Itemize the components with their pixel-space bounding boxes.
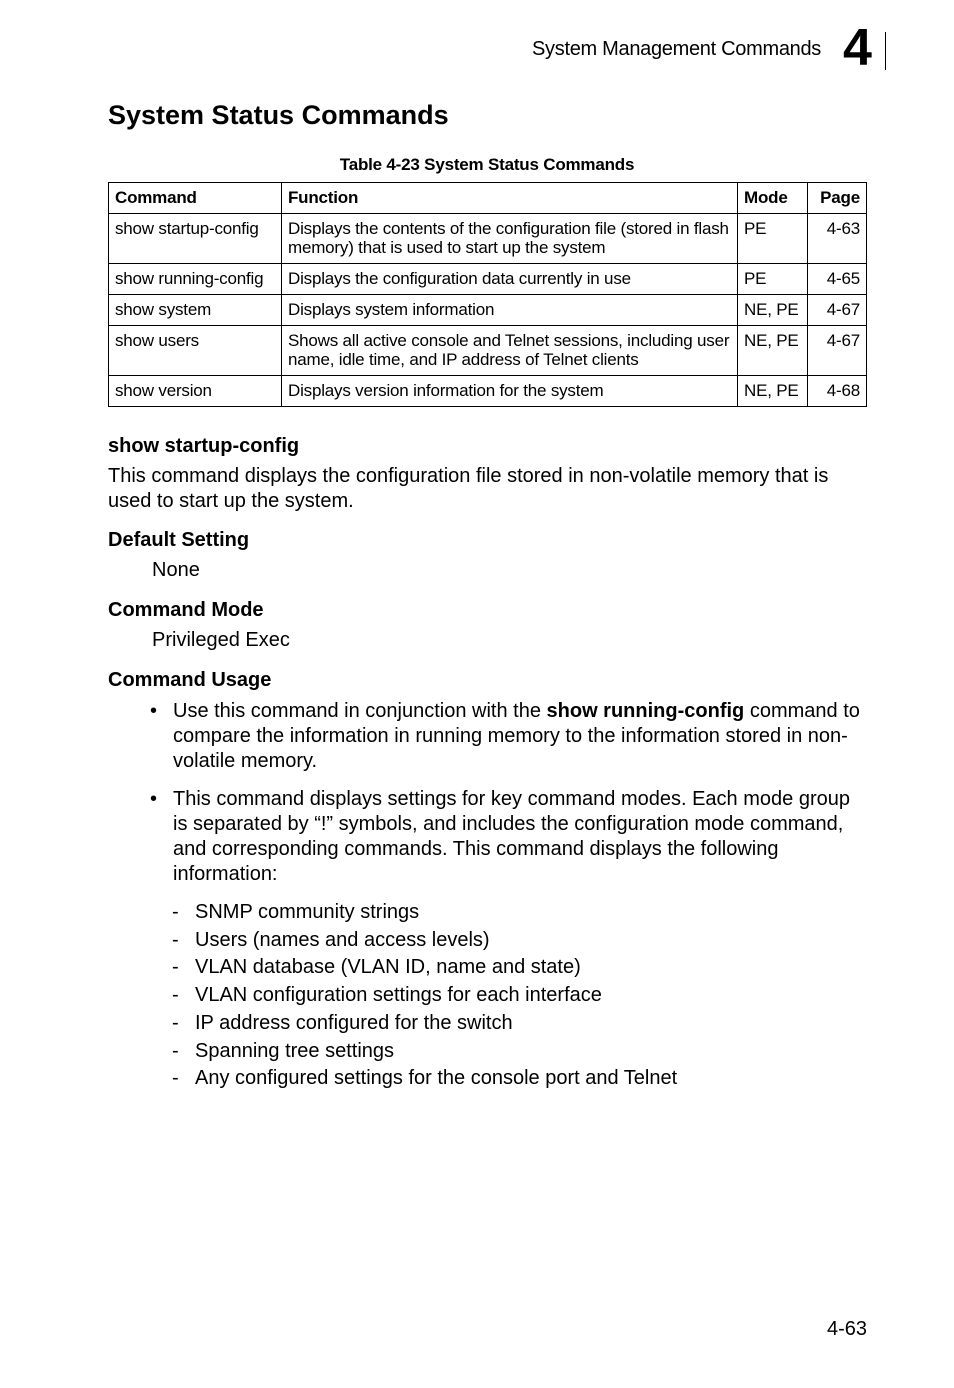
list-item: - VLAN configuration settings for each interface <box>172 984 602 1006</box>
bullet-command-name: show running-config <box>546 700 745 722</box>
command-mode-heading: Command Mode <box>108 599 264 621</box>
usage-bullet <box>150 699 868 774</box>
default-setting-value: None <box>152 559 200 581</box>
command-heading: show startup-config <box>108 435 300 457</box>
table-caption: Table 4-23 System Status Commands <box>339 155 635 174</box>
list-item: - Users (names and access levels) <box>172 929 490 951</box>
cell-command: show version <box>109 376 282 407</box>
running-header: System Management Commands <box>532 38 821 60</box>
command-usage-heading: Command Usage <box>108 669 272 691</box>
cell-page: 4-67 <box>808 295 867 326</box>
cell-page: 4-65 <box>808 264 867 295</box>
command-description: This command displays the configuration file stored in non-volatile memory that is used to start up the system. <box>108 465 829 512</box>
bullet-marker: • <box>150 788 158 810</box>
column-header-mode: Mode <box>738 183 808 214</box>
list-item: - SNMP community strings <box>172 901 420 923</box>
cell-mode: PE <box>738 214 808 264</box>
table-row <box>109 376 867 407</box>
cell-mode: NE, PE <box>738 326 808 376</box>
list-item: - Spanning tree settings <box>172 1040 395 1062</box>
bullet-text <box>173 699 868 774</box>
cell-function: Displays the configuration data currently in use <box>282 264 738 295</box>
table-header-row <box>109 183 867 214</box>
command-mode-value: Privileged Exec <box>152 629 290 651</box>
list-item-text: IP address configured for the switch <box>195 1012 513 1034</box>
column-header-function: Function <box>282 183 738 214</box>
list-item-text: VLAN database (VLAN ID, name and state) <box>195 956 581 978</box>
cell-command: show users <box>109 326 282 376</box>
list-item-text: Any configured settings for the console port and Telnet <box>195 1067 678 1089</box>
list-item-text: Users (names and access levels) <box>195 929 490 951</box>
cell-page: 4-68 <box>808 376 867 407</box>
cell-page: 4-67 <box>808 326 867 376</box>
cell-function: Shows all active console and Telnet sessions, including user name, idle time, and IP address of Telnet clients <box>282 326 738 376</box>
list-item: - IP address configured for the switch <box>172 1012 513 1034</box>
cell-mode: NE, PE <box>738 376 808 407</box>
chapter-number: 4 <box>843 19 872 77</box>
section-title: System Status Commands <box>108 100 449 130</box>
table-row <box>109 264 867 295</box>
page-number: 4-63 <box>826 1318 867 1340</box>
bullet-text-end: command to compare the information in running memory to the information stored in non-volatile memory. <box>173 700 860 772</box>
bullet-text: This command displays settings for key command modes. Each mode group is separated by “!” symbols, and includes the configuration mode command, and corresponding commands. This command displays the following information: <box>173 788 850 885</box>
table-row <box>109 295 867 326</box>
cell-function: Displays system information <box>282 295 738 326</box>
list-item-text: Spanning tree settings <box>195 1040 395 1062</box>
usage-bullet <box>150 787 868 887</box>
table-row <box>109 214 867 264</box>
cell-function: Displays the contents of the configuration file (stored in flash memory) that is used to start up the system <box>282 214 738 264</box>
bullet-text-start: Use this command in conjunction with the <box>173 700 547 722</box>
cell-command: show startup-config <box>109 214 282 264</box>
list-item-text: SNMP community strings <box>195 901 420 923</box>
cell-mode: PE <box>738 264 808 295</box>
cell-mode: NE, PE <box>738 295 808 326</box>
list-item: - VLAN database (VLAN ID, name and state) <box>172 956 581 978</box>
column-header-command: Command <box>109 183 282 214</box>
commands-table <box>108 182 867 407</box>
cell-page: 4-63 <box>808 214 867 264</box>
default-setting-heading: Default Setting <box>108 529 250 551</box>
bullet-marker: • <box>150 700 158 722</box>
cell-command: show running-config <box>109 264 282 295</box>
column-header-page: Page <box>808 183 867 214</box>
list-item: - Any configured settings for the console port and Telnet <box>172 1067 678 1089</box>
list-item-text: VLAN configuration settings for each interface <box>195 984 602 1006</box>
table-row <box>109 326 867 376</box>
cell-function: Displays version information for the system <box>282 376 738 407</box>
cell-command: show system <box>109 295 282 326</box>
